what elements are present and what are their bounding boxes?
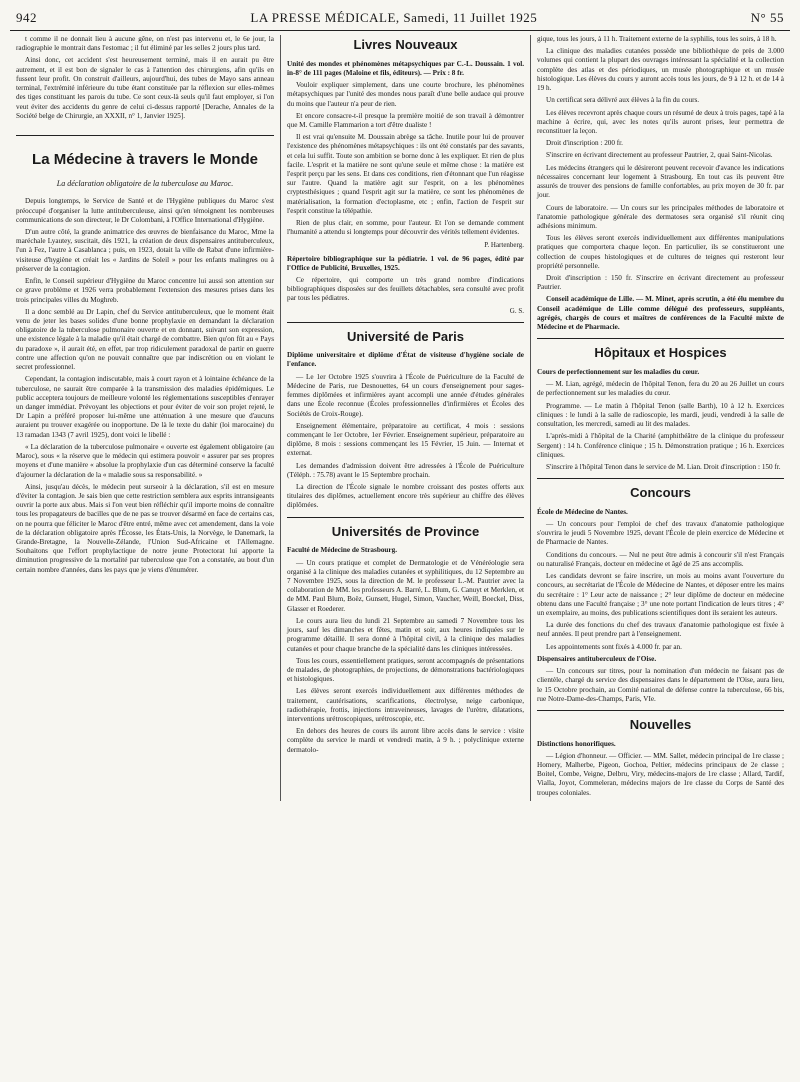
notice-heading: École de Médecine de Nantes. [537,507,628,516]
article-paragraph: Depuis longtemps, le Service de Santé et de l'Hygiène publiques du Maroc s'est préoccupé d'organiser la lutte antituberculeuse, ainsi qu'en témoignent les nombreuses communications de son directeur, le Dr Colombani, à l'Office International d'Hygiène. [16,197,274,224]
section-title-medecine: La Médecine à travers le Monde [16,135,274,169]
notice-paragraph: Enseignement élémentaire, préparatoire au certificat, 4 mois : sessions commençant le 1er Octobre, 1er Février. Enseignement supérieur, préparatoire au diplôme, 8 mois : sessions commençant les 15 Février, 15 Juin. — Internat et externat. [287,421,524,458]
section-title-hopitaux: Hôpitaux et Hospices [537,338,784,362]
notice-paragraph: Cours de laboratoire. — Un cours sur les principales méthodes de laboratoire et l'anatomie pathologique générale des dermatoses sera organisé s'il réunit cinq adhésions minimum. [537,203,784,230]
book-review-paragraph: Vouloir expliquer simplement, dans une courte brochure, les phénomènes métapsychiques par l'unité des mondes nous paraît d'une belle audace qui prouve du moins que l'auteur n'a peur de rien. [287,81,524,108]
notice-paragraph: S'inscrire à l'hôpital Tenon dans le service de M. Lian. Droit d'inscription : 150 fr. [546,462,781,471]
column-middle [280,35,530,801]
notice-paragraph: Conditions du concours. — Nul ne peut être admis à concourir s'il n'est Français ou naturalisé Français, docteur en médecine et âgé de 25 ans accomplis. [537,550,784,568]
column-right [530,35,790,801]
section-title-univ-paris: Université de Paris [287,322,524,346]
notice-paragraph: Droit d'inscription : 200 fr. [546,139,623,148]
intro-paragraph-2: Ainsi donc, cet accident s'est heureusement terminé, mais il en aurait pu être autrement, et il est bon de signaler le cas à l'attention des chirurgiens, afin qu'ils en fussent leur profit. On construit d'ailleurs, aujourd'hui, des tubes de Mayo sans anneau terminal, l'extrémité inférieure du tube étant constituée par la réflexion sur elles-mêmes des tiges constituant les parois du tube. Ce sont ceux-là seuls qu'il faut employer, si l'on veut éviter des accidents du genre de celui ci-dessus rapporté [Derache, Annales de la Société belge de Chirurgie, an XXXII, n° 1, Janvier 1925]. [16,56,274,120]
notice-paragraph: Tous les cours, essentiellement pratiques, seront accompagnés de présentations de malades, de photographies, de projections, de démonstrations bactériologiques et histologiques. [287,656,524,684]
article-paragraph: Ainsi, jusqu'au décès, le médecin peut surseoir à la déclaration, s'il est en mesure d'éviter la contagion. Je sais bien que cette restriction semblera aux esprits intransigeants ouvrir la porte aux abus. Mais si l'on veut bien réfléchir qu'il importe moins de connaître tous les propagateurs de bacilles que de ne pas se trouver désarmé en face de certains cas, on ne pourra que féliciter le Maroc d'être entré, même avec cet amendement, dans la voie de la déclaration obligatoire après l'Écosse, les États-Unis, la Norvège, le Danemark, la Grande-Bretagne, la Nouvelle-Zélande, l'Union Sud-Africaine et l'Allemagne. Souhaitons que l'effort prophylactique de notre jeune Protectorat lui apporte la diminution progressive de la mortalité par tuberculose que l'on a constatée, au bout d'un certain nombre d'années, dans les pays que je viens d'énumérer. [16,482,274,574]
notice-paragraph: Les élèves seront exercés individuellement aux différentes méthodes de traitement, cautérisations, scarifications, électrolyse, neige carbonique, radiothérapie, frottis, injections intraveineuses, lavages de l'urètre, dilatations, interventions urétroscopiques, urétroscopie, etc. [287,687,524,724]
notice-paragraph: Le cours aura lieu du lundi 21 Septembre au samedi 7 Novembre tous les jours, sauf les dimanches et fêtes, matin et soir, aux heures indiquées sur le programme détaillé. Il sera donné à l'hôpital civil, à la clinique des maladies cutanées et pour chaque branche de la spécialité dans les cliniques intéressées. [287,616,524,653]
notice-paragraph: Les médecins étrangers qui le désireront peuvent recevoir d'avance les indications nécessaires concernant leur logement à Strasbourg. En tout cas ils peuvent être assurés de trouver des pensions de famille confortables, au prix moyen de 30 fr. par jour. [537,163,784,200]
notice-heading: Dispensaires antituberculeux de l'Oise. [537,654,657,663]
notice-paragraph: Tous les élèves seront exercés individuellement aux différentes manipulations pratiques que comportera chaque leçon. En particulier, ils se constitueront une collection de coupes histologiques et de cultures de teignes qui resteront leur propriété personnelle. [537,234,784,270]
book-review-paragraph: Et encore consacre-t-il presque la première moitié de son travail à démontrer que M. Camille Flammarion a tort d'être dualiste ! [287,111,524,129]
notice-paragraph: Un certificat sera délivré aux élèves à la fin du cours. [546,96,700,105]
notice-paragraph: Les candidats devront se faire inscrire, un mois au moins avant l'ouverture du concours, au secrétariat de l'École de Médecine de Nantes, et déposer entre les mains du secrétaire : 1° Leur acte de naissance ; 2° leur diplôme de docteur en médecine obtenu dans une Faculté française ; 3° une note portant l'indication de leurs titres ; 4° un exemplaire, au moins, des publications scientifiques dont ils seraient les auteurs. [537,572,784,617]
notice-heading: Cours de perfectionnement sur les maladies du cœur. [537,367,700,376]
notice-heading: Distinctions honorifiques. [537,739,616,748]
book-review-paragraph: Ce répertoire, qui comporte un très grand nombre d'indications bibliographiques disposées sur des feuillets détachables, sera consulté avec profit par tous les pédiatres. [287,275,524,303]
notice-paragraph: Les élèves recevront après chaque cours un résumé de deux à trois pages, tapé à la machine à écrire, qui, avec les notes qu'ils auront prises, leur permettra de reconstituer la leçon. [537,108,784,135]
notice-paragraph: — Un cours pratique et complet de Dermatologie et de Vénéréologie sera organisé à la clinique des maladies cutanées et syphilitiques, du 12 Septembre au 7 Novembre 1925, sous la direction de M. le professeur L.-M. Pautrier avec la collaboration de MM. les professeurs A. Barré, L. Blum, G. Canuyt et Merklen, et de MM. Paul Blum, Boëz, Gunsett, Hugel, Simon, Vaucher, Weill, Boeckel, Diss, Glasser et Roederer. [287,558,524,613]
page-header [10,10,790,31]
notice-paragraph: — M. Lian, agrégé, médecin de l'hôpital Tenon, fera du 20 au 26 Juillet un cours de perfectionnement sur les maladies du cœur. [537,380,784,398]
notice-paragraph: — Le 1er Octobre 1925 s'ouvrira à l'École de Puériculture de la Faculté de Médecine de Paris, rue Desnouettes, 64 un cours d'enseignement pour sages-femmes diplômées et infirmières ayant accompli une année d'études générales dans une École reconnue (Écoles professionnelles d'infirmières et Écoles des Sociétés de Croix-Rouge). [287,372,524,418]
article-paragraph: Il a donc semblé au Dr Lapin, chef du Service antituberculeux, que le moment était venu de jeter les bases solides d'une bonne prophylaxie en demandant la déclaration obligatoire de la tuberculose pulmonaire ouverte et en donnant, suivant son expression, une existence légale à la maladie qu'il était chargé de combattre. Bien qu'on fût au « Pays du paradoxe », il aurait été, en effet, par trop ridiculement paradoxal de partir en guerre contre une affection qu'on ne pouvait connaître que par indiscrétion ou en violant le secret professionnel. [16,307,274,372]
issue-number: N° 55 [750,10,784,25]
book-review-paragraph: Rien de plus clair, en somme, pour l'auteur. Et l'on se demande comment l'humanité a attendu si longtemps pour découvrir des vérités tellement évidentes. [287,219,524,237]
notice-paragraph: La clinique des maladies cutanées possède une bibliothèque de près de 3.000 volumes qui contient la plupart des ouvrages intéressant la spécialité et la collection complète des atlas et des périodiques, un musée photographique et un musée histologique. Les élèves du cours y auront accès tous les jours, de 9 à 12 h. et de 14 à 19 h. [537,47,784,93]
notice-paragraph: S'inscrire en écrivant directement au professeur Pautrier, 2, quai Saint-Nicolas. [546,151,773,160]
notice-paragraph: En dehors des heures de cours ils auront libre accès dans le service : visite complète du service le mardi et vendredi matin, à 9 h. ; polyclinique externe dermatolo- [287,727,524,754]
article-subhead: La déclaration obligatoire de la tuberculose au Maroc. [56,179,234,189]
columns [10,35,790,801]
notice-paragraph: Les demandes d'admission doivent être adressées à l'École de Puériculture (Téléph. : 75.78) avant le 15 Septembre prochain. [287,461,524,479]
notice-paragraph: La direction de l'École signale le nombre croissant des postes offerts aux titulaires des diplômes, actuellement encore très supérieur au chiffre des élèves diplômées. [287,483,524,510]
article-quote: « La déclaration de la tuberculose pulmonaire « ouverte est également obligatoire (au Maroc), sous « la réserve que le médecin qui estimera pouvoir « assurer par ses propres moyens et d'une manière « absolue la prophylaxie d'un cas déterminé conserve la faculté d'ajourner la déclaration de la « maladie sous sa responsabilité. » [16,442,274,479]
notice-paragraph: gique, tous les jours, à 11 h. Traitement externe de la syphilis, tous les soirs, à 18 h. [537,35,777,43]
column-left [10,35,280,801]
notice-paragraph: Droit d'inscription : 150 fr. S'inscrire en écrivant directement au professeur Pautrier. [537,274,784,292]
notice-paragraph: La durée des fonctions du chef des travaux d'anatomie pathologique est fixée à neuf années. Il peut prendre part à l'enseignement. [537,621,784,639]
book-review-paragraph: Il est vrai qu'ensuite M. Doussain abrège sa tâche. Inutile pour lui de prouver l'existence des phénomènes métapsychiques : ils ont été constatés par des savants, et cela lui suffit. Toute son ambition se borne donc à les expliquer. Et rien de plus facile. L'esprit et la matière ne sont qu'une seule et même chose : la matière est l'esprit perçu par les sens. Et dans ces conditions, rien d'étonnant que l'un réagisse sur l'autre. Quand la matière agit sur l'esprit, on a les phénomènes cryptesthésiques ; quand l'esprit agit sur la matière, ce sont les phénomènes de matérialisation, la formation d'ectoplasme, etc ; enfin, l'action de l'esprit sur l'esprit constitue la télépathie. [287,133,524,215]
book-title: Répertoire bibliographique sur la pédiatrie. 1 vol. de 96 pages, édité par l'Office de Publicité, Bruxelles, 1925. [287,254,524,272]
book-title: Unité des mondes et phénomènes métapsychiques par C.-L. Doussain. 1 vol. in-8° de 111 pages (Maloine et fils, éditeurs). — Prix : 8 fr. [287,59,524,77]
notice-paragraph: Programme. — Le matin à l'hôpital Tenon (salle Barth), 10 à 12 h. Exercices cliniques : le lundi à la salle de radioscopie, les mardi, jeudi, vendredi à la salle de consultation, les mercredi, samedi au lit des malades. [537,401,784,429]
notice-paragraph: L'après-midi à l'hôpital de la Charité (amphithéâtre de la clinique du professeur Sergent) : 14 h. Conférence clinique ; 15 h. Démonstration pratique ; 16 h. Exercices cliniques. [537,432,784,459]
article-paragraph: Cependant, la contagion indiscutable, mais à court rayon et à lointaine échéance de la tuberculose, ne saurait être comparée à la transmission des maladies épidémiques. Le public acceptera toujours de meilleure volonté les réglementations susceptibles d'enrayer un danger immédiat. Prévoyant les objections et pour éviter de voir son projet rejeté, le Dr Lapin a préféré proposer lui-même une atténuation à une mesure que d'aucuns auraient pu trouver exagérée ou inopportune. De là le texte du dahir (loi marocaine) du 13 ramadan 1343 (7 avril 1925), dont voici le libellé : [16,375,274,439]
article-paragraph: Enfin, le Conseil supérieur d'Hygiène du Maroc concentre lui aussi son attention sur ce grave problème et 1926 verra probablement l'extension des mesures prises dans les trois principales villes du Moghreb. [16,277,274,304]
notice-paragraph: — Légion d'honneur. — Officier. — MM. Sallet, médecin principal de 1re classe ; Homery, Malherbe, Pigeon, Gochoa, Peltier, médecins principaux de 2e classe ; Boitel, Combe, Veigne, Delbru, Viry, médecins-majors de 1re classe ; Allard, Tardif, Vialla, Joyot, Commeleran, médecins majors de 1re classe du Corps de Santé des troupes coloniales. [537,751,784,797]
section-title-univ-province: Universités de Province [287,517,524,541]
review-signature: G. S. [509,306,524,315]
notice-heading: Faculté de Médecine de Strasbourg. [287,546,397,555]
lille-notice: Conseil académique de Lille. — M. Minet, après scrutin, a été élu membre du Conseil académique de Lille comme délégué des professeurs, suppléants, agrégés, chargés de cours et maîtres de conférences de la Faculté mixte de Médecine et de Pharmacie. [537,295,784,332]
section-title-livres: Livres Nouveaux [353,37,458,52]
intro-paragraph: t comme il ne donnait lieu à aucune gêne, on n'est pas intervenu et, le 6e jour, la radiographie le montrait dans l'estomac ; il fut éliminé par les selles 2 jours plus tard. [16,35,274,53]
notice-paragraph: Les appointements sont fixés à 4.000 fr. par an. [546,642,682,651]
section-title-nouvelles: Nouvelles [537,710,784,734]
notice-paragraph: — Un concours pour l'emploi de chef des travaux d'anatomie pathologique s'ouvrira le jeudi 5 Novembre 1925, devant l'École de plein exercice de Médecine et de Pharmacie de Nantes. [537,520,784,547]
review-signature: P. Hartenberg. [484,240,524,249]
notice-paragraph: — Un concours sur titres, pour la nomination d'un médecin ne faisant pas de clientèle, chargé du service des dispensaires dans le département de l'Oise, aura lieu, le 15 Octobre prochain, au Comité national de défense contre la tuberculose, 66 bis, rue Notre-Dame-des-Champs, Paris, VIe. [537,667,784,703]
page-number: 942 [16,10,37,25]
notice-heading: Diplôme universitaire et diplôme d'État de visiteuse d'hygiène sociale de l'enfance. [287,351,524,369]
section-title-concours: Concours [537,478,784,502]
article-paragraph: D'un autre côté, la grande animatrice des œuvres de bienfaisance du Maroc, Mme la maréchale Lyautey, suscitait, dès 1921, la création de deux dispensaires antituberculeux, l'un à Fez, l'autre à Casablanca ; puis, en 1923, dotait la ville de Rabat d'une infirmière-visiteuse d'hygiène et créait les « Jardins de Soleil » pour les enfants malingres ou à préserver de la contagion. [16,228,274,273]
journal-title: LA PRESSE MÉDICALE, Samedi, 11 Juillet 1925 [250,10,538,25]
